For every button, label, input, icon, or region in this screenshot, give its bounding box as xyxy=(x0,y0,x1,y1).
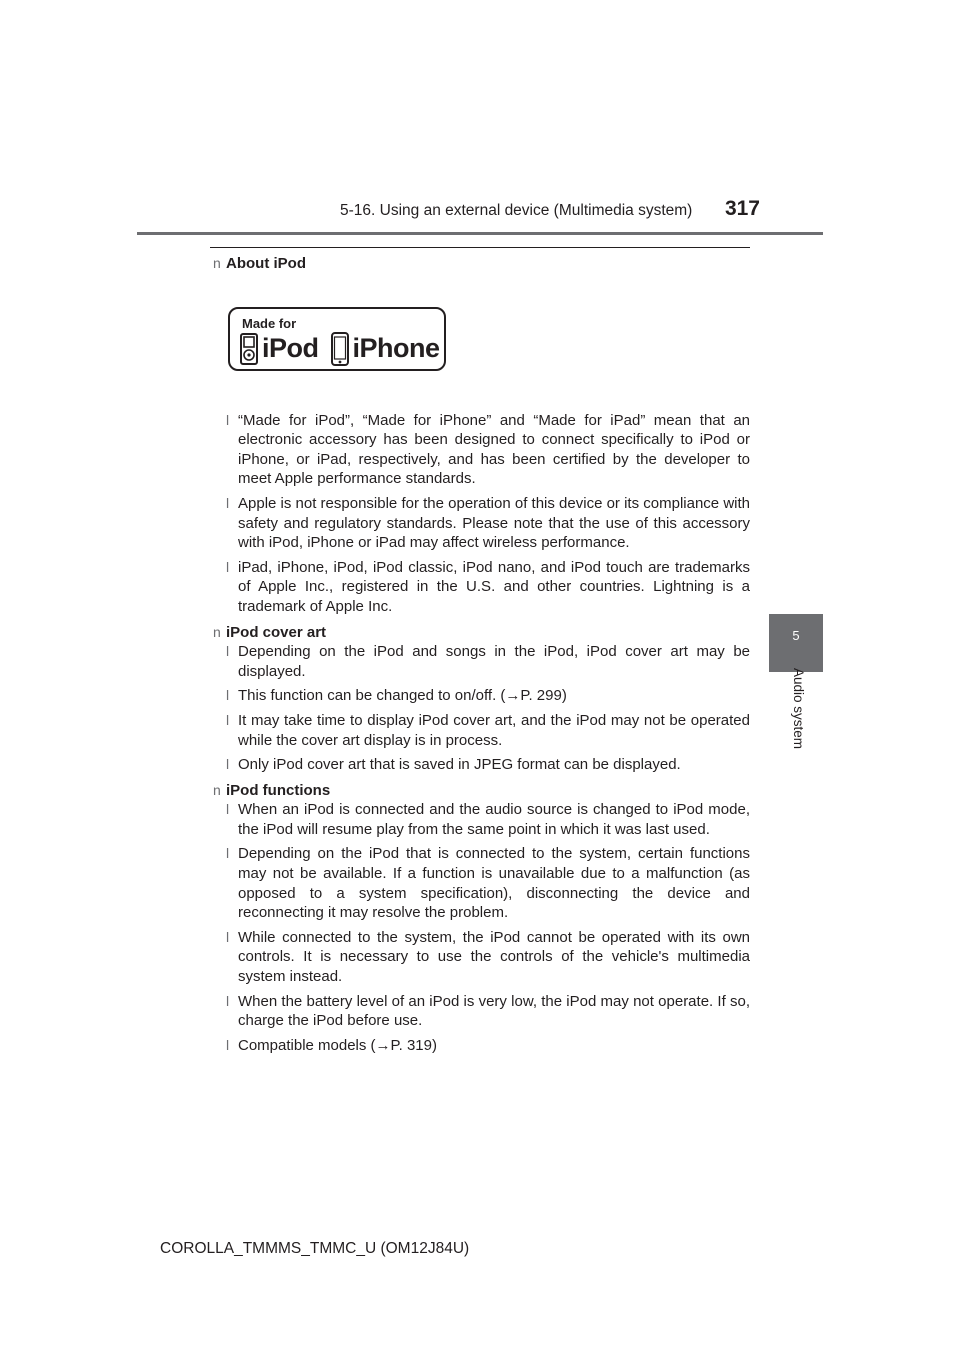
list-item xyxy=(213,642,750,681)
made-for-ipod-iphone-logo xyxy=(228,307,446,371)
bullet-marker: l xyxy=(226,992,230,1009)
bullet-marker: l xyxy=(226,756,230,773)
list-item xyxy=(213,928,750,987)
bullet-marker: l xyxy=(226,845,230,862)
list-item-text: Only iPod cover art that is saved in JPEG format can be displayed. xyxy=(238,756,681,774)
chapter-label: Audio system xyxy=(791,668,806,750)
iphone-icon xyxy=(331,332,349,366)
bullet-marker: l xyxy=(226,643,230,660)
list-item-text: When an iPod is connected and the audio source is changed to iPod mode, the iPod will resume play from the same point in which it was last used. xyxy=(238,801,750,838)
list-item xyxy=(213,755,750,775)
list-item-text: “Made for iPod”, “Made for iPhone” and “Made for iPad” mean that an electronic accessory has been designed to connect specifically to iPod or iPhone, or iPad, respectively, and has been certified by the developer to meet Apple performance standards. xyxy=(238,411,750,488)
list-item xyxy=(213,494,750,553)
list-item-text: Apple is not responsible for the operation of this device or its compliance with safety and regulatory standards. Please note that the use of this accessory with iPod, iPhone or iPad may affect wireless performance. xyxy=(238,494,750,552)
list-item-text: While connected to the system, the iPod cannot be operated with its own controls. It is necessary to use the controls of the vehicle's multimedia system instead. xyxy=(238,928,750,986)
chapter-number: 5 xyxy=(792,628,800,643)
section-heading-cover-art xyxy=(213,623,750,643)
header-rule xyxy=(137,232,823,235)
bullet-marker: l xyxy=(226,687,230,704)
section-marker: n xyxy=(213,255,221,271)
list-item-text: Compatible models (→P. 319) xyxy=(238,1036,437,1054)
list-item xyxy=(213,992,750,1031)
bullet-marker: l xyxy=(226,494,230,511)
list-item xyxy=(213,411,750,489)
bullet-marker: l xyxy=(226,411,230,428)
bullet-marker: l xyxy=(226,801,230,818)
section-heading-about xyxy=(213,254,750,274)
section-heading-text: iPod cover art xyxy=(226,623,327,641)
list-item-text: Depending on the iPod that is connected to the system, certain functions may not be available. If a function is unavailable due to a malfunction (as opposed to a system specification), disconnecting the device and reconnecting it may resolve the problem. xyxy=(238,845,750,922)
section-heading-functions xyxy=(213,781,750,801)
section-heading-text: iPod functions xyxy=(226,781,331,799)
list-item-text: iPad, iPhone, iPod, iPod classic, iPod nano, and iPod touch are trademarks of Apple Inc., registered in the U.S. and other countries. Lightning is a trademark of Apple Inc. xyxy=(238,558,750,615)
list-item-text: When the battery level of an iPod is very low, the iPod may not operate. If so, charge the iPod before use. xyxy=(238,992,750,1030)
section-heading-text: About iPod xyxy=(226,255,306,272)
bullet-marker: l xyxy=(226,558,230,575)
section-marker: n xyxy=(213,623,221,640)
list-item xyxy=(213,558,750,617)
list-item-text: Depending on the iPod and songs in the iPod, iPod cover art may be displayed. xyxy=(238,643,750,680)
footer-document-id: COROLLA_TMMMS_TMMC_U (OM12J84U) xyxy=(160,1240,470,1257)
chapter-tab xyxy=(769,614,823,672)
list-item xyxy=(213,686,750,706)
list-item xyxy=(213,844,750,922)
logo-row xyxy=(240,331,440,367)
header-section-title: 5-16. Using an external device (Multimedia system) xyxy=(340,202,693,219)
page-content xyxy=(213,254,750,1055)
bullet-marker: l xyxy=(226,1036,230,1053)
bullet-marker: l xyxy=(226,711,230,728)
ipod-icon xyxy=(240,333,258,365)
list-item xyxy=(213,711,750,750)
logo-ipod-word: iPod xyxy=(262,332,319,363)
section-marker: n xyxy=(213,781,221,798)
content-top-rule xyxy=(210,247,750,248)
bullet-marker: l xyxy=(226,928,230,945)
logo-made-for-text: Made for xyxy=(242,315,297,331)
list-item-text: It may take time to display iPod cover art, and the iPod may not be operated while the cover art display is in process. xyxy=(238,711,750,749)
list-item-text: This function can be changed to on/off. (→P. 299) xyxy=(238,687,567,705)
logo-iphone-word: iPhone xyxy=(352,332,440,363)
list-item xyxy=(213,800,750,839)
list-item xyxy=(213,1036,750,1056)
page-number: 317 xyxy=(724,197,760,220)
